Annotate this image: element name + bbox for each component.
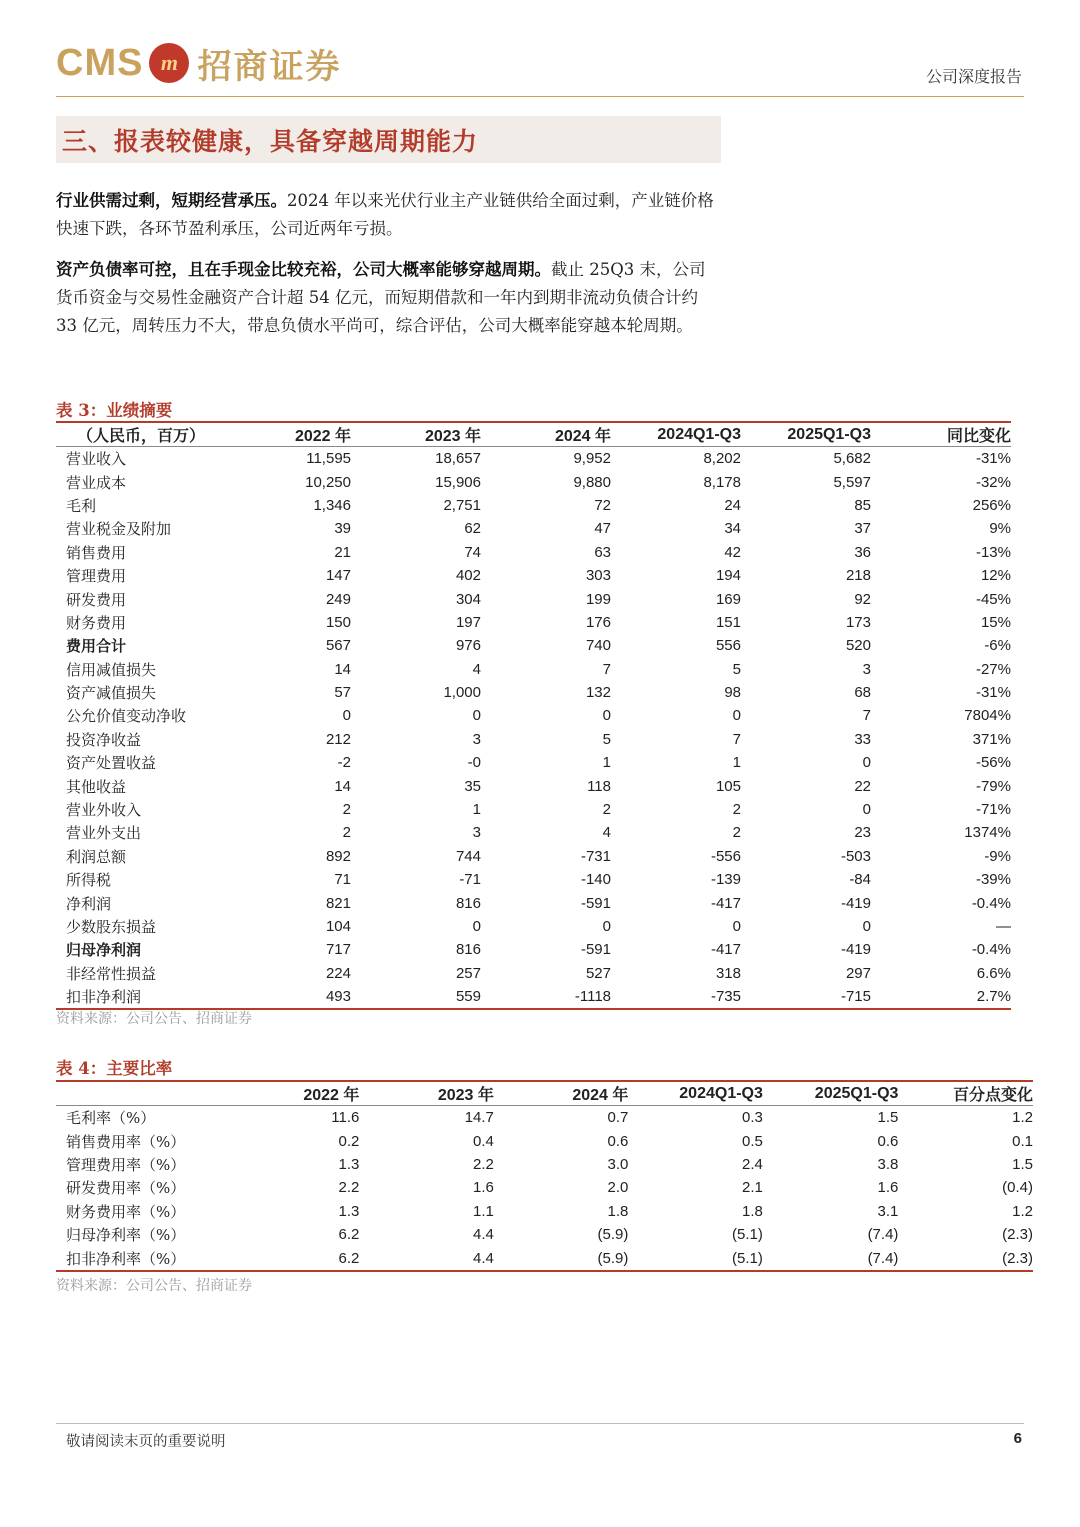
- table-cell: -591: [580, 941, 611, 959]
- table-row: [56, 798, 1011, 821]
- table4-header-label: [56, 1081, 228, 1106]
- table-cell: 1.5: [1012, 1155, 1033, 1173]
- table-cell: -84: [849, 871, 871, 889]
- table-cell: 2.4: [742, 1155, 763, 1173]
- table-cell: -0: [467, 754, 481, 772]
- table-cell: (5.1): [732, 1226, 763, 1244]
- table-cell: 318: [715, 964, 741, 982]
- row-label: 毛利: [66, 496, 97, 515]
- table-cell: 2: [602, 801, 611, 819]
- logo-chinese: 招商证券: [197, 46, 342, 87]
- footer-note: 敬请阅读末页的重要说明: [66, 1434, 226, 1450]
- table-row: [56, 1200, 1033, 1223]
- table-cell: -417: [710, 894, 741, 912]
- table-cell: 151: [715, 613, 741, 631]
- table-cell: 4: [602, 824, 611, 842]
- table-row: [56, 1246, 1033, 1270]
- row-label: 费用合计: [66, 637, 127, 656]
- table-cell: 2.1: [742, 1179, 763, 1197]
- table-cell: -71%: [975, 801, 1011, 819]
- table-cell: 559: [455, 988, 481, 1006]
- row-label: 营业外收入: [66, 801, 142, 820]
- table-cell: -1118: [574, 988, 611, 1006]
- table4-caption: 表 4：主要比率: [56, 1059, 173, 1078]
- table-row: [56, 611, 1011, 634]
- table-cell: 197: [455, 613, 481, 631]
- paragraph-2-body: 截止 25Q3 末，公司货币资金与交易性金融资产合计超 54 亿元，而短期借款和一年内到期非流动负债合计约 33 亿元，周转压力不大，带息负债水平尚可，综合评估，公司大概率能穿越本轮周期。: [56, 260, 706, 335]
- table-cell: 0: [342, 707, 351, 725]
- table-cell: (5.1): [732, 1249, 763, 1267]
- table-row: [56, 751, 1011, 774]
- table-row: [56, 845, 1011, 868]
- table3-header-col-2: 2023 年: [424, 428, 481, 445]
- table-cell: 0: [472, 707, 481, 725]
- section-title: [56, 116, 721, 163]
- table-cell: -27%: [975, 660, 1011, 678]
- table-cell: -71: [459, 871, 481, 889]
- table3-header-col-5: 2025Q1-Q3: [787, 425, 871, 443]
- table-cell: -0.4%: [971, 894, 1011, 912]
- table-cell: 7: [732, 730, 741, 748]
- table-cell: 0: [732, 707, 741, 725]
- paragraph-2-lead: 资产负债率可控，且在手现金比较充裕，公司大概率能够穿越周期。: [56, 260, 551, 279]
- table-cell: 2.2: [338, 1179, 360, 1197]
- paragraph-2: [56, 256, 721, 340]
- table-row: [56, 587, 1011, 610]
- table-cell: 0.4: [473, 1132, 494, 1150]
- logo-badge-icon: m: [149, 43, 189, 83]
- table-cell: 150: [325, 613, 351, 631]
- row-label: 少数股东损益: [66, 918, 157, 936]
- table-cell: 15%: [980, 613, 1011, 631]
- table-cell: 147: [325, 567, 351, 585]
- table4-header-col-3: 2024 年: [572, 1087, 629, 1104]
- company-logo: [56, 40, 341, 86]
- table-cell: 1.2: [1012, 1109, 1033, 1127]
- table-cell: 218: [845, 567, 871, 585]
- table-cell: 1.8: [607, 1202, 629, 1220]
- table-cell: -6%: [984, 637, 1011, 655]
- table-cell: 4.4: [473, 1249, 494, 1267]
- table4-header-col-1: 2022 年: [303, 1087, 360, 1104]
- table-cell: 256%: [972, 496, 1011, 514]
- table3-header-col-3: 2024 年: [554, 428, 611, 445]
- table-cell: 14: [334, 660, 351, 678]
- table-cell: -419: [840, 894, 871, 912]
- table-cell: 23: [854, 824, 871, 842]
- table-cell: 14: [334, 777, 351, 795]
- table-cell: 169: [715, 590, 741, 608]
- table-cell: 2: [342, 801, 351, 819]
- table-cell: 68: [854, 684, 871, 702]
- table3-caption: 表 3：业绩摘要: [56, 401, 173, 420]
- table-cell: -735: [710, 988, 741, 1006]
- table-cell: 39: [334, 520, 351, 538]
- table-cell: 3: [472, 730, 481, 748]
- table-cell: -31%: [975, 684, 1011, 702]
- table-cell: 2: [732, 801, 741, 819]
- table-cell: 0: [862, 918, 871, 935]
- table-cell: -32%: [975, 473, 1011, 491]
- table4-header-col-4: 2024Q1-Q3: [679, 1084, 763, 1102]
- table-cell: -45%: [975, 590, 1011, 608]
- table-cell: 212: [325, 730, 351, 748]
- table-row: [56, 517, 1011, 540]
- table-cell: 402: [455, 567, 481, 585]
- row-label: 非经常性损益: [66, 964, 157, 983]
- table-cell: 92: [854, 590, 871, 608]
- table-cell: 199: [585, 590, 611, 608]
- table-cell: 57: [334, 684, 351, 702]
- table-cell: 249: [325, 590, 351, 608]
- table-cell: 74: [464, 543, 481, 561]
- table3-header-col-6: 同比变化: [946, 428, 1011, 445]
- table4-header-col-6: 百分点变化: [952, 1087, 1033, 1104]
- table-cell: 567: [325, 637, 351, 655]
- table-cell: (5.9): [597, 1249, 629, 1267]
- table-row: [56, 681, 1011, 704]
- logo-latin: CMS: [56, 41, 144, 84]
- table-cell: 520: [845, 637, 871, 655]
- row-label: 营业外支出: [66, 824, 142, 843]
- table-cell: 1.8: [742, 1202, 763, 1220]
- table-cell: 297: [845, 964, 871, 982]
- table-cell: 744: [455, 847, 481, 865]
- table-cell: 194: [715, 567, 741, 585]
- table-cell: 8,202: [703, 450, 741, 468]
- table-cell: 0.5: [742, 1132, 763, 1150]
- table-cell: 34: [724, 520, 741, 538]
- table-cell: 1: [732, 754, 741, 772]
- table-cell: 5: [732, 660, 741, 678]
- table-cell: -419: [840, 941, 871, 959]
- table-cell: -140: [580, 871, 611, 889]
- row-label: 营业税金及附加: [66, 520, 172, 539]
- table-row: [56, 774, 1011, 797]
- table-row: [56, 891, 1011, 914]
- table-cell: (7.4): [867, 1249, 899, 1267]
- footer-divider: [56, 1423, 1024, 1424]
- table-cell: 4.4: [473, 1226, 494, 1244]
- table-cell: -0.4%: [971, 941, 1011, 959]
- table-cell: 1: [472, 801, 481, 819]
- row-label: 研发费用率（%）: [66, 1179, 186, 1198]
- table-cell: 892: [325, 847, 351, 865]
- table-cell: 1.3: [338, 1202, 360, 1220]
- table3-header-label: （人民币，百万）: [76, 426, 205, 445]
- table-cell: 15,906: [435, 473, 481, 491]
- header-divider: [56, 96, 1024, 97]
- row-label: 管理费用: [66, 567, 127, 586]
- table-cell: 18,657: [435, 450, 481, 468]
- table-cell: 224: [325, 964, 351, 982]
- table-cell: 9%: [989, 520, 1011, 538]
- table-row: [56, 985, 1011, 1009]
- table-row: [56, 564, 1011, 587]
- table-cell: (0.4): [1002, 1179, 1033, 1197]
- table-key-ratios: [56, 1080, 1033, 1272]
- table3-header-col-4: 2024Q1-Q3: [657, 425, 741, 443]
- table-cell: 371%: [972, 730, 1011, 748]
- table-cell: 42: [724, 543, 741, 561]
- table4-header-col-2: 2023 年: [437, 1087, 494, 1104]
- table-cell: 12%: [980, 567, 1011, 585]
- table-cell: 1,000: [443, 684, 481, 702]
- table-cell: 257: [455, 964, 481, 982]
- table-cell: 6.2: [338, 1249, 360, 1267]
- table-cell: 3.1: [877, 1202, 899, 1220]
- table-cell: (7.4): [867, 1226, 899, 1244]
- row-label: 研发费用: [66, 590, 127, 609]
- table-cell: -13%: [975, 543, 1011, 561]
- table-cell: 33: [854, 730, 871, 748]
- table-cell: 303: [585, 567, 611, 585]
- table-cell: 36: [854, 543, 871, 561]
- table-row: [56, 915, 1011, 938]
- table-cell: -79%: [975, 777, 1011, 795]
- table-cell: 0.6: [607, 1132, 629, 1150]
- table-cell: 527: [585, 964, 611, 982]
- paragraph-1-lead: 行业供需过剩，短期经营承压。: [56, 191, 287, 210]
- row-label: 信用减值损失: [66, 660, 157, 679]
- table-cell: 0.2: [338, 1132, 360, 1150]
- row-label: 归母净利润: [66, 941, 142, 960]
- row-label: 毛利率（%）: [66, 1109, 156, 1128]
- table-cell: -39%: [975, 871, 1011, 889]
- table-row: [56, 938, 1011, 961]
- row-label: 营业收入: [66, 450, 127, 469]
- section-title-text: 三、报表较健康，具备穿越周期能力: [62, 126, 479, 156]
- row-label: 扣非净利润: [66, 988, 142, 1007]
- table-cell: -31%: [975, 450, 1011, 468]
- table-cell: 0.6: [877, 1132, 899, 1150]
- table-cell: 63: [594, 543, 611, 561]
- table-cell: -2: [337, 754, 351, 772]
- row-label: 销售费用: [66, 543, 127, 562]
- table-cell: 2.7%: [976, 988, 1011, 1006]
- row-label: 财务费用率（%）: [66, 1202, 186, 1221]
- table-cell: (5.9): [597, 1226, 629, 1244]
- table-cell: 556: [715, 637, 741, 655]
- table-performance-summary: [56, 421, 1011, 1010]
- table-cell: 14.7: [464, 1109, 494, 1127]
- table-cell: 740: [585, 637, 611, 655]
- table-cell: 1.6: [473, 1179, 494, 1197]
- table-row: [56, 1223, 1033, 1246]
- table-cell: 5,597: [833, 473, 871, 491]
- table-cell: 0: [472, 918, 481, 935]
- table-cell: 11,595: [306, 450, 351, 468]
- table-cell: 1374%: [964, 824, 1011, 842]
- table-cell: 3: [472, 824, 481, 842]
- table-row: [56, 821, 1011, 844]
- paragraph-1: [56, 187, 721, 243]
- table-cell: -556: [710, 847, 741, 865]
- table-row: [56, 728, 1011, 751]
- table-row: [56, 541, 1011, 564]
- table-row: [56, 962, 1011, 985]
- row-label: 所得税: [66, 871, 112, 890]
- table-row: [56, 447, 1011, 471]
- table-cell: 0: [602, 707, 611, 725]
- table-row: [56, 470, 1011, 493]
- table-cell: 5: [602, 730, 611, 748]
- table-cell: 9,880: [573, 473, 611, 491]
- table-cell: 2.2: [473, 1155, 494, 1173]
- table-cell: 7: [862, 707, 871, 725]
- row-label: 管理费用率（%）: [66, 1155, 186, 1174]
- table-cell: 176: [585, 613, 611, 631]
- table-cell: 35: [464, 777, 481, 795]
- table-cell: 1.1: [473, 1202, 494, 1220]
- table-cell: 0: [862, 801, 871, 819]
- table3-source: 资料来源：公司公告、招商证券: [56, 1011, 252, 1027]
- row-label: 利润总额: [66, 847, 127, 866]
- table-cell: 11.6: [331, 1109, 360, 1127]
- table4-header-row: [56, 1081, 1033, 1106]
- table-row: [56, 1106, 1033, 1130]
- row-label: 其他收益: [66, 777, 127, 796]
- table-cell: 37: [854, 520, 871, 538]
- table-cell: 304: [455, 590, 481, 608]
- table-cell: 98: [724, 684, 741, 702]
- table-cell: 6.6%: [976, 964, 1011, 982]
- table-cell: 173: [845, 613, 871, 631]
- table-cell: 118: [587, 777, 611, 795]
- table-cell: 2: [732, 824, 741, 842]
- table-row: [56, 658, 1011, 681]
- table-cell: 24: [724, 496, 741, 514]
- table-cell: -56%: [975, 754, 1011, 772]
- table-cell: 4: [472, 660, 481, 678]
- row-label: 资产减值损失: [66, 684, 157, 703]
- table-cell: (2.3): [1002, 1226, 1033, 1244]
- table-cell: 2,751: [443, 496, 481, 514]
- table-cell: —: [996, 918, 1011, 935]
- table-cell: 1.5: [877, 1109, 899, 1127]
- table-cell: 2.0: [607, 1179, 629, 1197]
- paragraph-1-body: 2024 年以来光伏行业主产业链供给全面过剩，产业链价格快速下跌，各环节盈利承压，公司近两年亏损。: [56, 191, 714, 238]
- table-cell: -591: [580, 894, 611, 912]
- table-cell: 105: [715, 777, 741, 795]
- table-row: [56, 704, 1011, 727]
- table3-header-col-1: 2022 年: [294, 428, 351, 445]
- table-cell: -503: [840, 847, 871, 865]
- table-row: [56, 868, 1011, 891]
- table-cell: 1.2: [1012, 1202, 1033, 1220]
- table-row: [56, 1129, 1033, 1152]
- table-cell: 3.8: [877, 1155, 899, 1173]
- table-cell: 21: [334, 543, 351, 561]
- table-cell: -417: [710, 941, 741, 959]
- table-cell: 1.6: [877, 1179, 899, 1197]
- table-cell: 0.7: [607, 1109, 629, 1127]
- table-cell: 1,346: [313, 496, 351, 514]
- table-row: [56, 634, 1011, 657]
- table-cell: 3: [862, 660, 871, 678]
- table-cell: 821: [325, 894, 351, 912]
- table-cell: 47: [594, 520, 611, 538]
- table-cell: (2.3): [1002, 1249, 1033, 1267]
- table-cell: 0.1: [1012, 1132, 1033, 1150]
- page-number: 6: [1013, 1430, 1022, 1447]
- table-cell: 8,178: [703, 473, 741, 491]
- row-label: 扣非净利率（%）: [66, 1249, 186, 1268]
- table-cell: 0.3: [742, 1109, 763, 1127]
- table-cell: -731: [580, 847, 611, 865]
- table-cell: 9,952: [573, 450, 611, 468]
- table-cell: 493: [325, 988, 351, 1006]
- table-cell: 6.2: [338, 1226, 360, 1244]
- table-cell: 0: [862, 754, 871, 772]
- table4-source: 资料来源：公司公告、招商证券: [56, 1278, 252, 1294]
- table-cell: 62: [464, 520, 481, 538]
- table-cell: 2: [342, 824, 351, 842]
- table-cell: 976: [455, 637, 481, 655]
- table-cell: 22: [854, 777, 871, 795]
- table-cell: 1.3: [338, 1155, 360, 1173]
- table-row: [56, 1153, 1033, 1176]
- table-cell: 72: [594, 496, 611, 514]
- report-type: 公司深度报告: [925, 67, 1022, 86]
- table-cell: 816: [455, 894, 481, 912]
- table-cell: 71: [334, 871, 351, 889]
- row-label: 资产处置收益: [66, 754, 157, 773]
- table4-header-col-5: 2025Q1-Q3: [814, 1084, 899, 1102]
- table-cell: 3.0: [607, 1155, 629, 1173]
- row-label: 投资净收益: [66, 730, 142, 749]
- row-label: 营业成本: [66, 473, 127, 492]
- row-label: 销售费用率（%）: [66, 1132, 186, 1151]
- table3-header-row: [56, 422, 1011, 447]
- row-label: 财务费用: [66, 613, 127, 632]
- table-cell: 104: [325, 918, 351, 935]
- table-cell: 0: [602, 918, 611, 935]
- table-cell: -715: [840, 988, 871, 1006]
- table-cell: 717: [325, 941, 351, 959]
- table-cell: -139: [710, 871, 741, 889]
- row-label: 归母净利率（%）: [66, 1226, 186, 1245]
- table-row: [56, 1176, 1033, 1199]
- table-cell: 816: [455, 941, 481, 959]
- table-cell: -9%: [984, 847, 1011, 865]
- table-cell: 132: [585, 684, 611, 702]
- table-cell: 0: [732, 918, 741, 935]
- table-cell: 7: [602, 660, 611, 678]
- table-cell: 7804%: [964, 707, 1011, 725]
- row-label: 净利润: [66, 894, 112, 913]
- table-cell: 5,682: [833, 450, 871, 468]
- table-cell: 10,250: [305, 473, 351, 491]
- row-label: 公允价值变动净收: [66, 707, 187, 726]
- table-cell: 85: [854, 496, 871, 514]
- table-cell: 1: [602, 754, 611, 772]
- table-row: [56, 494, 1011, 517]
